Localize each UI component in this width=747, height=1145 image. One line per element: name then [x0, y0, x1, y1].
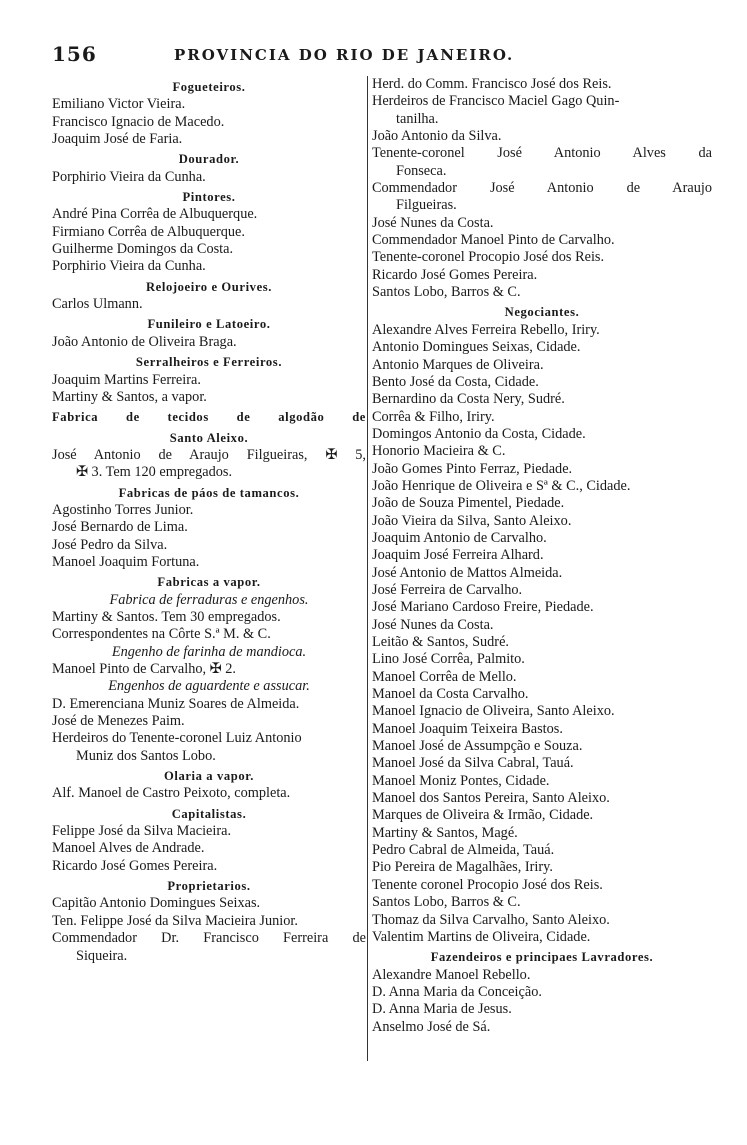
- directory-entry: José Ferreira de Carvalho.: [372, 581, 523, 598]
- directory-entry: Felippe José da Silva Macieira.: [52, 823, 232, 840]
- section-heading: Santo Aleixo.: [169, 430, 249, 445]
- directory-entry: João Gomes Pinto Ferraz, Piedade.: [372, 460, 573, 477]
- directory-entry: D. Anna Maria de Jesus.: [372, 1001, 512, 1018]
- page-header: [52, 42, 712, 70]
- directory-entry: Herdeiros do Tenente-coronel Luiz Antonio: [52, 730, 302, 747]
- directory-entry: José Bernardo de Lima.: [52, 519, 188, 536]
- directory-entry: Domingos Antonio da Costa, Cidade.: [372, 425, 586, 442]
- directory-entry: José Nunes da Costa.: [372, 214, 494, 231]
- directory-entry: Honorio Macieira & C.: [372, 443, 506, 460]
- right-column: [372, 76, 712, 1036]
- directory-entry: Joaquim José Ferreira Alhard.: [372, 547, 544, 564]
- directory-entry: Agostinho Torres Junior.: [52, 501, 194, 518]
- directory-entry: Manoel Ignacio de Oliveira, Santo Aleixo.: [372, 703, 615, 720]
- directory-entry: D. Emerenciana Muniz Soares de Almeida.: [52, 695, 300, 712]
- directory-entry: José Nunes da Costa.: [372, 616, 494, 633]
- directory-entry: Antonio Marques de Oliveira.: [372, 356, 544, 373]
- subsection-heading: Fabrica de ferraduras e engenhos.: [109, 591, 309, 608]
- directory-entry: Tenente-coronel Procopio José dos Reis.: [372, 249, 605, 266]
- directory-entry: Santos Lobo, Barros & C.: [372, 284, 521, 301]
- directory-entry: Firmiano Corrêa de Albuquerque.: [52, 223, 245, 240]
- directory-entry: Manoel dos Santos Pereira, Santo Aleixo.: [372, 790, 610, 807]
- directory-entry: Herdeiros de Francisco Maciel Gago Quin-: [372, 93, 620, 110]
- directory-entry: Pio Pereira de Magalhães, Iriry.: [372, 859, 553, 876]
- directory-entry: Martiny & Santos, a vapor.: [52, 388, 207, 405]
- directory-entry: Antonio Domingues Seixas, Cidade.: [372, 339, 581, 356]
- column-divider: [367, 76, 368, 1061]
- running-title: PROVINCIA DO RIO DE JANEIRO.: [174, 46, 515, 64]
- directory-entry-continuation: Muniz dos Santos Lobo.: [76, 747, 216, 764]
- section-heading: Capitalistas.: [171, 806, 247, 821]
- directory-entry: Valentim Martins de Oliveira, Cidade.: [372, 928, 591, 945]
- directory-entry: Thomaz da Silva Carvalho, Santo Aleixo.: [372, 911, 610, 928]
- directory-entry: Joaquim Martins Ferreira.: [52, 371, 201, 388]
- directory-entry: Anselmo José de Sá.: [372, 1018, 491, 1035]
- directory-entry: Commendador Dr. Francisco Ferreira de: [52, 930, 366, 947]
- directory-entry: Manoel Pinto de Carvalho, ✠ 2.: [52, 661, 236, 677]
- directory-entry: Manoel José de Assumpção e Souza.: [372, 738, 583, 755]
- directory-entry: José Mariano Cardoso Freire, Piedade.: [372, 599, 594, 616]
- directory-entry: Ten. Felippe José da Silva Macieira Junior.: [52, 912, 298, 929]
- directory-entry: Manoel Corrêa de Mello.: [372, 668, 517, 685]
- directory-entry: Ricardo José Gomes Pereira.: [52, 857, 218, 874]
- section-heading: Proprietarios.: [167, 879, 251, 894]
- directory-entry: Capitão Antonio Domingues Seixas.: [52, 895, 261, 912]
- directory-entry: André Pina Corrêa de Albuquerque.: [52, 206, 258, 223]
- directory-entry: Francisco Ignacio de Macedo.: [52, 113, 225, 130]
- section-heading: Funileiro e Latoeiro.: [147, 317, 271, 332]
- directory-entry: José de Menezes Paim.: [52, 713, 185, 730]
- directory-entry: Herd. do Comm. Francisco José dos Reis.: [372, 76, 612, 92]
- directory-entry: Alexandre Manoel Rebello.: [372, 966, 531, 983]
- directory-entry: Ricardo José Gomes Pereira.: [372, 266, 538, 283]
- directory-entry: Manoel Joaquim Fortuna.: [52, 553, 200, 570]
- directory-entry: Joaquim Antonio de Carvalho.: [372, 529, 547, 546]
- section-heading: Fabrica de tecidos de algodão de: [52, 410, 366, 425]
- directory-entry: Corrêa & Filho, Iriry.: [372, 408, 495, 425]
- directory-entry: Pedro Cabral de Almeida, Tauá.: [372, 842, 555, 859]
- section-heading: Serralheiros e Ferreiros.: [135, 355, 283, 370]
- directory-entry: João Antonio de Oliveira Braga.: [52, 333, 237, 350]
- directory-entry: Commendador Manoel Pinto de Carvalho.: [372, 232, 615, 249]
- directory-entry: José Antonio de Mattos Almeida.: [372, 564, 563, 581]
- section-heading: Pintores.: [182, 190, 236, 205]
- section-heading: Olaria a vapor.: [163, 769, 255, 784]
- directory-entry: Correspondentes na Côrte S.ª M. & C.: [52, 626, 271, 643]
- section-heading: Fabricas a vapor.: [157, 575, 261, 590]
- directory-entry: Bento José da Costa, Cidade.: [372, 373, 539, 390]
- directory-entry: Alf. Manoel de Castro Peixoto, completa.: [52, 785, 291, 802]
- directory-entry: João Antonio da Silva.: [372, 128, 502, 145]
- section-heading: Fogueteiros.: [172, 80, 246, 94]
- page-number: 156: [52, 42, 97, 66]
- directory-entry: Manoel José da Silva Cabral, Tauá.: [372, 755, 574, 772]
- directory-entry: Martiny & Santos. Tem 30 empregados.: [52, 608, 281, 625]
- directory-entry-continuation: tanilha.: [396, 110, 439, 127]
- directory-entry: Guilherme Domingos da Costa.: [52, 241, 234, 258]
- left-column: [52, 76, 366, 965]
- section-heading: Fazendeiros e principaes Lavradores.: [430, 950, 654, 965]
- directory-entry-continuation: Fonseca.: [396, 162, 447, 179]
- directory-entry: Lino José Corrêa, Palmito.: [372, 651, 525, 668]
- section-heading: Relojoeiro e Ourives.: [145, 279, 273, 294]
- directory-entry: Santos Lobo, Barros & C.: [372, 894, 521, 911]
- directory-entry-continuation: Filgueiras.: [396, 197, 457, 214]
- subsection-heading: Engenhos de aguardente e assucar.: [108, 678, 310, 695]
- section-heading: Fabricas de páos de tamancos.: [118, 485, 300, 500]
- subsection-heading: Engenho de farinha de mandioca.: [111, 643, 307, 660]
- directory-entry: Leitão & Santos, Sudré.: [372, 634, 509, 650]
- directory-entry: Marques de Oliveira & Irmão, Cidade.: [372, 807, 594, 824]
- directory-entry: Carlos Ulmann.: [52, 296, 143, 313]
- directory-entry: Bernardino da Costa Nery, Sudré.: [372, 391, 565, 408]
- section-heading: Negociantes.: [504, 305, 580, 320]
- directory-entry: José Pedro da Silva.: [52, 536, 168, 553]
- directory-entry: João Vieira da Silva, Santo Aleixo.: [372, 512, 572, 529]
- directory-entry: Manoel Joaquim Teixeira Bastos.: [372, 720, 563, 737]
- directory-entry-continuation: Siqueira.: [76, 947, 128, 964]
- directory-entry: D. Anna Maria da Conceição.: [372, 983, 542, 1000]
- directory-entry: João de Souza Pimentel, Piedade.: [372, 495, 565, 512]
- directory-entry: Porphirio Vieira da Cunha.: [52, 258, 206, 275]
- directory-entry: José Antonio de Araujo Filgueiras, ✠ 5,: [52, 446, 366, 463]
- directory-entry: Emiliano Victor Vieira.: [52, 96, 186, 113]
- directory-entry: Porphirio Vieira da Cunha.: [52, 168, 206, 185]
- directory-entry: Alexandre Alves Ferreira Rebello, Iriry.: [372, 321, 600, 338]
- directory-entry: Manoel da Costa Carvalho.: [372, 686, 529, 703]
- directory-entry-continuation: ✠ 3. Tem 120 empregados.: [76, 464, 233, 481]
- directory-entry: Manoel Alves de Andrade.: [52, 840, 205, 857]
- directory-entry: Tenente coronel Procopio José dos Reis.: [372, 876, 603, 893]
- directory-entry: João Henrique de Oliveira e Sª & C., Cidade.: [372, 477, 631, 494]
- directory-entry: Martiny & Santos, Magé.: [372, 824, 518, 841]
- section-heading: Dourador.: [178, 152, 240, 167]
- directory-entry: Joaquim José de Faria.: [52, 131, 183, 148]
- directory-entry: Manoel Moniz Pontes, Cidade.: [372, 772, 550, 789]
- directory-entry: Tenente-coronel José Antonio Alves da: [372, 145, 712, 162]
- directory-entry: Commendador José Antonio de Araujo: [372, 180, 712, 197]
